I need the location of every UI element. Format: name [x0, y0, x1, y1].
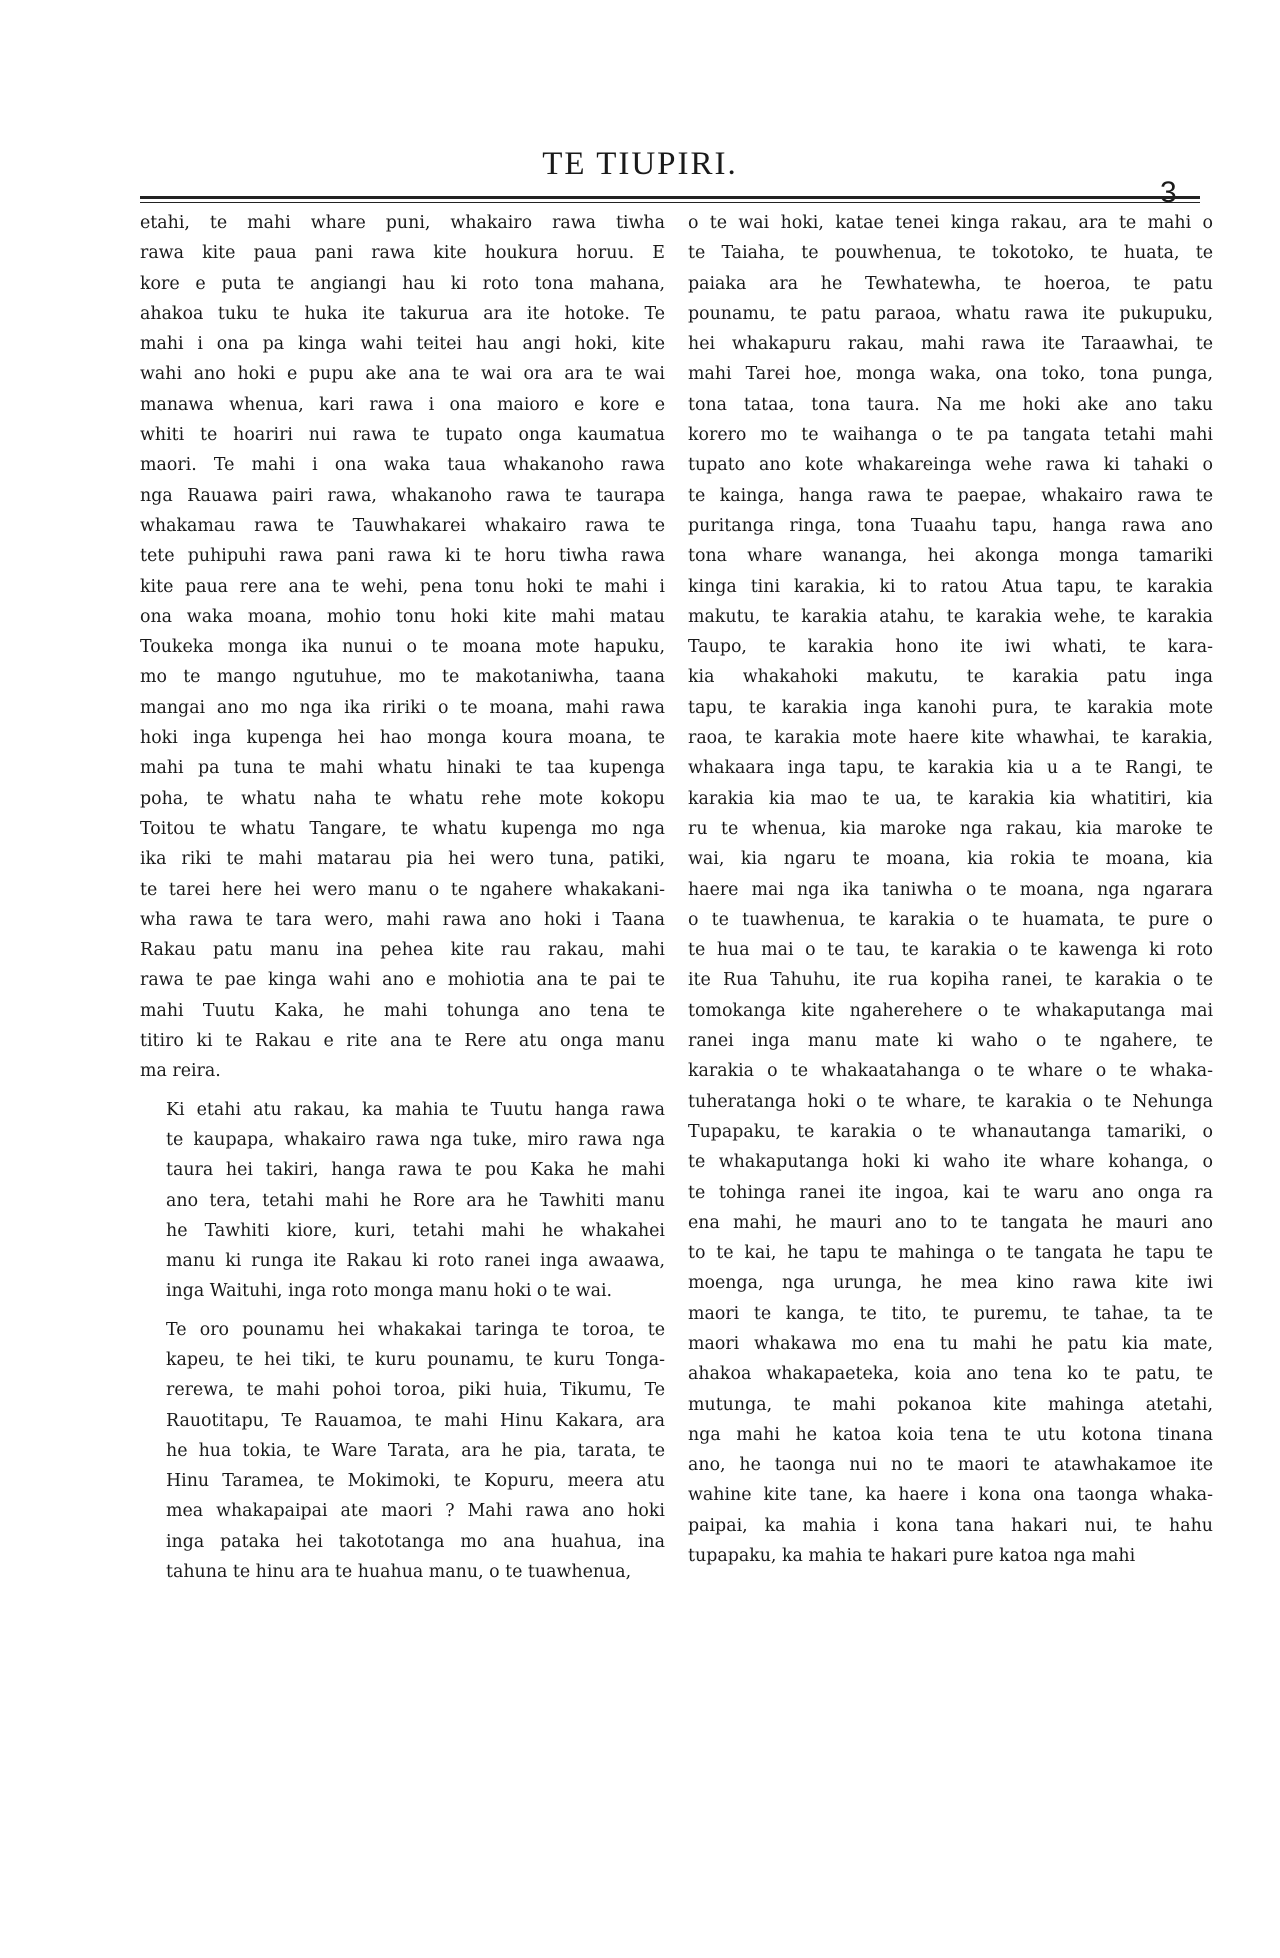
text-line: te whakaputanga hoki ki waho ite whare kohanga, o — [688, 1152, 1213, 1173]
text-line: makutu, te karakia atahu, te karakia wehe, te karakia — [688, 606, 1213, 627]
text-line: paiaka ara he Tewhatewha, te hoeroa, te patu — [688, 273, 1213, 294]
text-line: te tarei here hei wero manu o te ngahere whakakani- — [140, 879, 665, 900]
header-rule-thin — [140, 202, 1200, 203]
text-line: rerewa, te mahi pohoi toroa, piki huia, Tikumu, Te — [166, 1380, 665, 1401]
paragraph — [140, 1315, 665, 1588]
text-line: Hinu Taramea, te Mokimoki, te Kopuru, meera atu — [166, 1471, 665, 1492]
text-line: te kainga, hanga rawa te paepae, whakairo rawa te — [688, 485, 1213, 506]
text-line: ma reira. — [140, 1061, 221, 1082]
text-line: ona waka moana, mohio tonu hoki kite mahi matau — [140, 606, 665, 627]
text-line: te tohinga ranei ite ingoa, kai te waru ano onga ra — [688, 1182, 1213, 1203]
text-line: te Taiaha, te pouwhenua, te tokotoko, te huata, te — [688, 243, 1213, 264]
text-line: wahi ano hoki e pupu ake ana te wai ora ara te wai — [140, 364, 665, 385]
page-title: TE TIUPIRI. — [542, 146, 738, 182]
text-line: ahakoa whakapaeteka, koia ano tena ko te patu, te — [688, 1364, 1213, 1385]
text-line: te kaupapa, whakairo rawa nga tuke, miro rawa nga — [166, 1129, 665, 1150]
text-line: maori. Te mahi i ona waka taua whakanoho rawa — [140, 455, 665, 476]
text-line: Rauotitapu, Te Rauamoa, te mahi Hinu Kakara, ara — [166, 1410, 665, 1431]
text-line: tuheratanga hoki o te whare, te karakia o te Nehunga — [688, 1091, 1213, 1112]
text-line: inga pataka hei takototanga mo ana huahua, ina — [166, 1531, 665, 1552]
text-line: tona whare wananga, hei akonga monga tamariki — [688, 546, 1213, 567]
text-line: te hua mai o te tau, te karakia o te kawenga ki roto — [688, 940, 1213, 961]
text-line: Rakau patu manu ina pehea kite rau rakau, mahi — [140, 940, 665, 961]
paragraph — [688, 208, 1213, 1571]
text-line: mahi Tuutu Kaka, he mahi tohunga ano tena te — [140, 1000, 665, 1021]
text-line: Toitou te whatu Tangare, te whatu kupenga mo nga — [140, 818, 665, 839]
text-line: maori whakawa mo ena tu mahi he patu kia mate, — [688, 1333, 1213, 1354]
text-line: ru te whenua, kia maroke nga rakau, kia maroke te — [688, 818, 1213, 839]
text-line: korero mo te waihanga o te pa tangata tetahi mahi — [688, 425, 1213, 446]
text-line: mahi pa tuna te mahi whatu hinaki te taa kupenga — [140, 758, 665, 779]
text-line: ano tera, tetahi mahi he Rore ara he Tawhiti manu — [166, 1190, 665, 1211]
text-line: manawa whenua, kari rawa i ona maioro e kore e — [140, 394, 665, 415]
text-line: kia whakahoki makutu, te karakia patu inga — [688, 667, 1213, 688]
text-line: nga Rauawa pairi rawa, whakanoho rawa te taurapa — [140, 485, 665, 506]
text-line: he Tawhiti kiore, kuri, tetahi mahi he whakahei — [166, 1220, 665, 1241]
right-column — [688, 208, 1213, 1571]
text-line: rawa kite paua pani rawa kite houkura horuu. E — [140, 243, 665, 264]
text-line: Ki etahi atu rakau, ka mahia te Tuutu hanga rawa — [166, 1099, 665, 1120]
text-line: mo te mango ngutuhue, mo te makotaniwha, taana — [140, 667, 665, 688]
text-line: maori te kanga, te tito, te puremu, te tahae, ta te — [688, 1303, 1213, 1324]
text-line: o te wai hoki, katae tenei kinga rakau, ara te mahi o — [688, 213, 1213, 233]
text-line: pounamu, te patu paraoa, whatu rawa ite pukupuku, — [688, 303, 1213, 324]
text-line: Te oro pounamu hei whakakai taringa te toroa, te — [166, 1319, 665, 1340]
text-line: raoa, te karakia mote haere kite whawhai, te karakia, — [688, 728, 1213, 749]
text-line: mea whakapaipai ate maori ? Mahi rawa ano hoki — [166, 1501, 665, 1522]
text-line: manu ki runga ite Rakau ki roto ranei inga awaawa, — [166, 1251, 665, 1272]
text-line: etahi, te mahi whare puni, whakairo rawa tiwha — [140, 213, 665, 233]
text-line: ahakoa tuku te huka ite takurua ara ite hotoke. Te — [140, 303, 665, 324]
text-line: kinga tini karakia, ki to ratou Atua tapu, te karakia — [688, 576, 1213, 597]
text-line: to te kai, he tapu te mahinga o te tangata he tapu te — [688, 1243, 1213, 1264]
text-line: tupapaku, ka mahia te hakari pure katoa nga mahi — [688, 1546, 1136, 1567]
text-line: ranei inga manu mate ki waho o te ngahere, te — [688, 1031, 1213, 1052]
text-line: wha rawa te tara wero, mahi rawa ano hoki i Taana — [140, 909, 665, 930]
text-line: nga mahi he katoa koia tena te utu kotona tinana — [688, 1424, 1213, 1445]
text-line: whiti te hoariri nui rawa te tupato onga kaumatua — [140, 425, 665, 446]
text-line: Tupapaku, te karakia o te whanautanga tamariki, o — [688, 1121, 1213, 1142]
text-line: tupato ano kote whakareinga wehe rawa ki tahaki o — [688, 455, 1213, 476]
text-line: ite Rua Tahuhu, ite rua kopiha ranei, te karakia o te — [688, 970, 1213, 991]
text-line: rawa te pae kinga wahi ano e mohiotia ana te pai te — [140, 970, 665, 991]
text-line: taura hei takiri, hanga rawa te pou Kaka he mahi — [166, 1160, 665, 1181]
text-line: puritanga ringa, tona Tuaahu tapu, hanga rawa ano — [688, 515, 1213, 536]
text-line: ena mahi, he mauri ano to te tangata he mauri ano — [688, 1212, 1213, 1233]
text-line: wai, kia ngaru te moana, kia rokia te moana, kia — [688, 849, 1213, 870]
text-line: tahuna te hinu ara te huahua manu, o te tuawhenua, — [166, 1562, 632, 1583]
text-line: he hua tokia, te Ware Tarata, ara he pia, tarata, te — [166, 1440, 665, 1461]
text-line: Toukeka monga ika nunui o te moana mote hapuku, — [140, 637, 665, 658]
text-line: tona tataa, tona taura. Na me hoki ake ano taku — [688, 394, 1213, 415]
text-line: haere mai nga ika taniwha o te moana, nga ngarara — [688, 879, 1213, 900]
text-line: ano, he taonga nui no te maori te atawhakamoe ite — [688, 1455, 1213, 1476]
text-line: poha, te whatu naha te whatu rehe mote kokopu — [140, 788, 665, 809]
left-column — [140, 208, 665, 1587]
text-line: hoki inga kupenga hei hao monga koura moana, te — [140, 728, 665, 749]
text-line: o te tuawhenua, te karakia o te huamata, te pure o — [688, 909, 1213, 930]
text-line: whakamau rawa te Tauwhakarei whakairo rawa te — [140, 515, 665, 536]
text-line: hei whakapuru rakau, mahi rawa ite Taraawhai, te — [688, 334, 1213, 355]
page-number: 3 — [1160, 176, 1177, 209]
paragraph — [140, 1095, 665, 1307]
text-line: paipai, ka mahia i kona tana hakari nui, te hahu — [688, 1515, 1213, 1536]
text-line: titiro ki te Rakau e rite ana te Rere atu onga manu — [140, 1031, 665, 1052]
text-line: tomokanga kite ngaherehere o te whakaputanga mai — [688, 1000, 1213, 1021]
text-line: moenga, nga urunga, he mea kino rawa kite iwi — [688, 1273, 1213, 1294]
text-line: kore e puta te angiangi hau ki roto tona mahana, — [140, 273, 665, 294]
text-line: ika riki te mahi matarau pia hei wero tuna, patiki, — [140, 849, 665, 870]
text-line: mahi Tarei hoe, monga waka, ona toko, tona punga, — [688, 364, 1213, 385]
text-line: tete puhipuhi rawa pani rawa ki te horu tiwha rawa — [140, 546, 665, 567]
text-line: whakaara inga tapu, te karakia kia u a te Rangi, te — [688, 758, 1213, 779]
text-line: Taupo, te karakia hono ite iwi whati, te kara- — [688, 637, 1213, 658]
text-line: inga Waituhi, inga roto monga manu hoki o te wai. — [166, 1281, 613, 1302]
text-line: tapu, te karakia inga kanohi pura, te karakia mote — [688, 697, 1213, 718]
text-line: mangai ano mo nga ika ririki o te moana, mahi rawa — [140, 697, 665, 718]
header-rule — [140, 196, 1200, 199]
paragraph — [140, 208, 665, 1087]
text-line: karakia kia mao te ua, te karakia kia whatitiri, kia — [688, 788, 1213, 809]
text-line: wahine kite tane, ka haere i kona ona taonga whaka- — [688, 1485, 1213, 1506]
text-line: kite paua rere ana te wehi, pena tonu hoki te mahi i — [140, 576, 665, 597]
text-line: karakia o te whakaatahanga o te whare o te whaka- — [688, 1061, 1213, 1082]
text-line: mahi i ona pa kinga wahi teitei hau angi hoki, kite — [140, 334, 665, 355]
text-line: kapeu, te hei tiki, te kuru pounamu, te kuru Tonga- — [166, 1349, 665, 1370]
text-line: mutunga, te mahi pokanoa kite mahinga atetahi, — [688, 1394, 1213, 1415]
